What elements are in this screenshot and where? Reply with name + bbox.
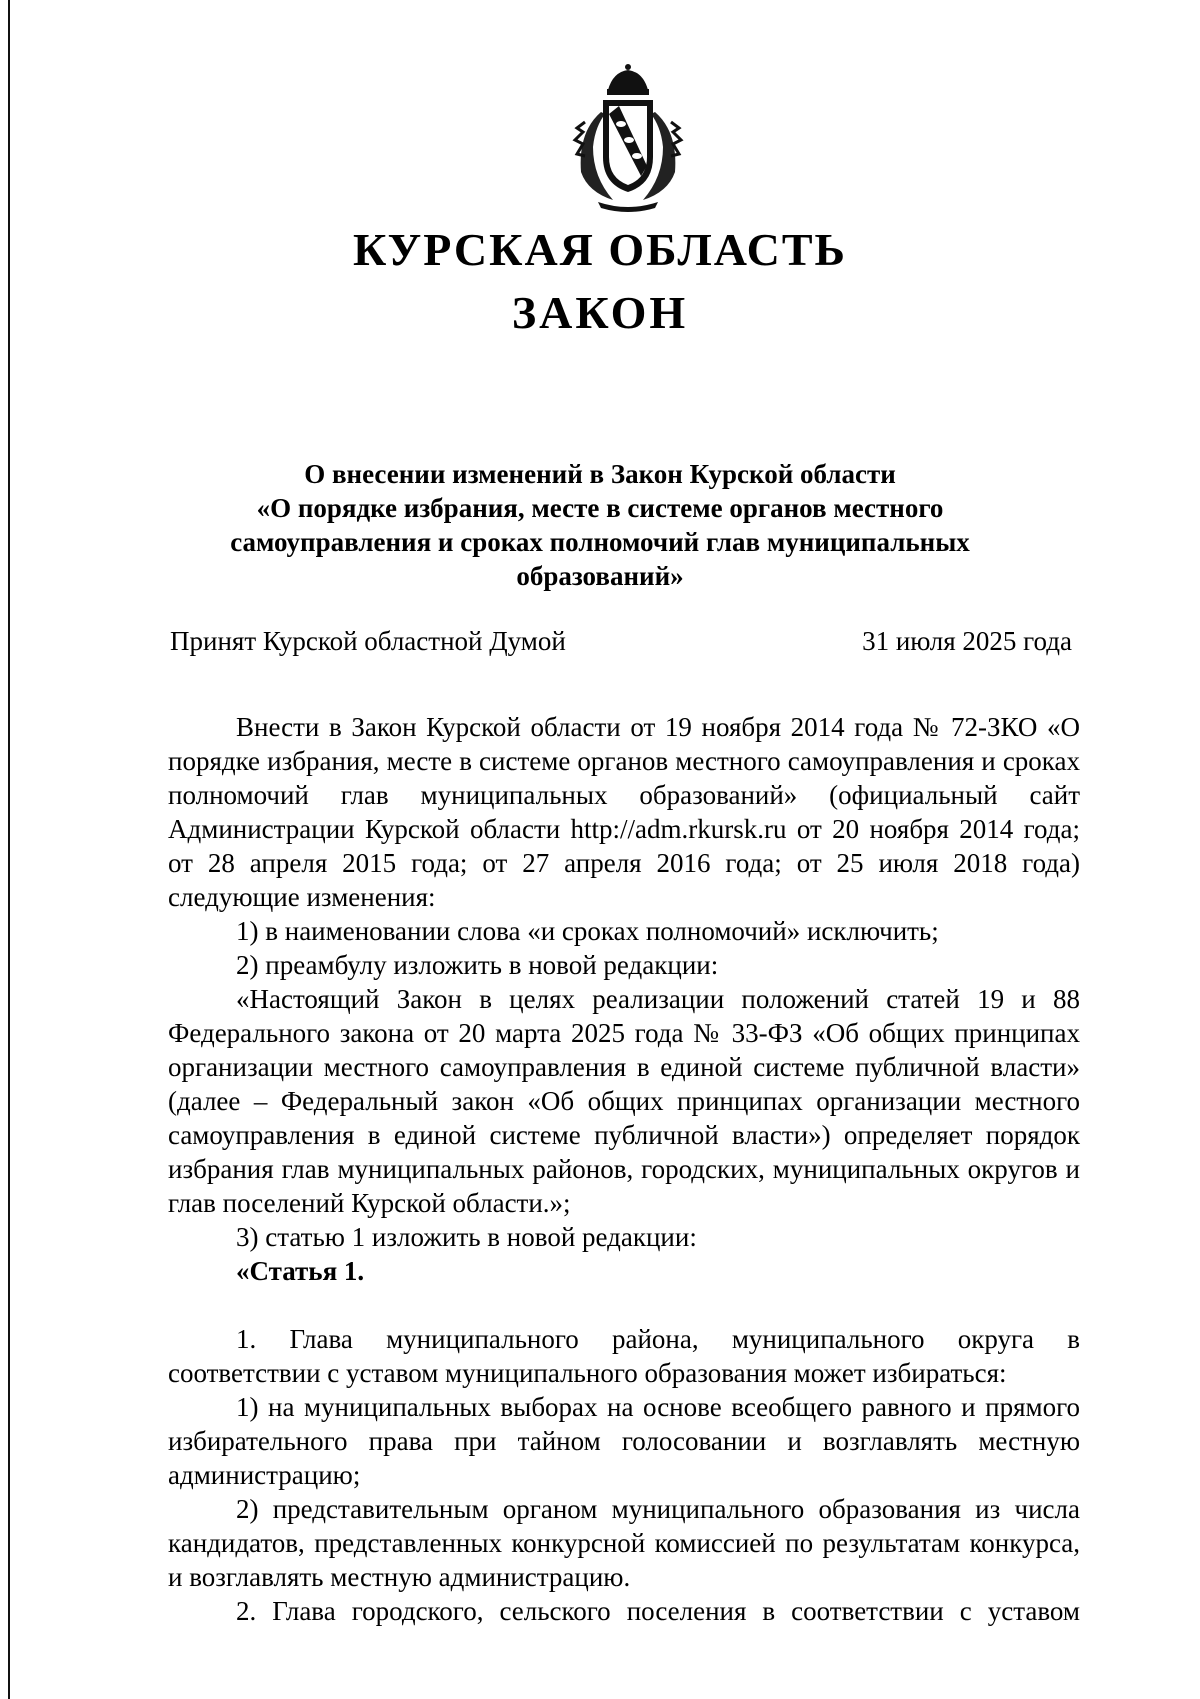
article-subitem: 2) представительным органом муниципального образования из числа кандидатов, представленных конкурсной комиссией по результатам конкурса, и возглавлять местную администрацию. [168,1494,1080,1592]
law-title-line: «О порядке избрания, месте в системе органов местного [256,493,944,523]
article-paragraph: 2. Глава городского, сельского поселения в соответствии с уставом [236,1596,1080,1626]
adoption-label: Принят Курской областной Думой [170,626,566,656]
amendment-item: 2) преамбулу изложить в новой редакции: [236,950,719,980]
spacer [168,1288,1080,1322]
article-heading: «Статья 1. [236,1256,365,1286]
amendment-item: 1) в наименовании слова «и сроках полномочий» исключить; [236,916,939,946]
law-title-line: О внесении изменений в Закон Курской области [304,459,896,489]
kursk-coat-of-arms-icon [563,62,693,212]
law-title [220,457,980,593]
amendment-item: 3) статью 1 изложить в новой редакции: [236,1222,697,1252]
intro-paragraph: Внести в Закон Курской области от 19 ноября 2014 года № 72-ЗКО «О порядке избрания, месте в системе органов местного самоуправления и сроках полномочий глав муниципальных образований» (официальный сайт Администрации Курской области http://adm.rkursk.ru от 20 ноября 2014 года; от 28 апреля 2015 года; от 27 апреля 2016 года; от 25 июля 2018 года) следующие изменения: [168,712,1080,912]
law-body [168,710,1080,1628]
article-subitem: 1) на муниципальных выборах на основе всеобщего равного и прямого избирательного права при тайном голосовании и возглавлять местную администрацию; [168,1392,1080,1490]
preamble-text: «Настоящий Закон в целях реализации положений статей 19 и 88 Федерального закона от 20 марта 2025 года № 33-ФЗ «Об общих принципах организации местного самоуправления в единой системе публичной власти» (далее – Федеральный закон «Об общих принципах организации местного самоуправления в единой системе публичной власти») определяет порядок избрания глав муниципальных районов, городских, муниципальных округов и глав поселений Курской области.»; [168,984,1080,1218]
law-title-line: самоуправления и сроках полномочий глав муниципальных [230,527,970,557]
region-name: КУРСКАЯ ОБЛАСТЬ [353,224,847,275]
document-type: ЗАКОН [511,287,689,338]
article-paragraph: 1. Глава муниципального района, муниципального округа в соответствии с уставом муниципального образования может избираться: [168,1324,1080,1388]
law-title-line: образований» [516,561,684,591]
adoption-date: 31 июля 2025 года [862,626,1072,656]
